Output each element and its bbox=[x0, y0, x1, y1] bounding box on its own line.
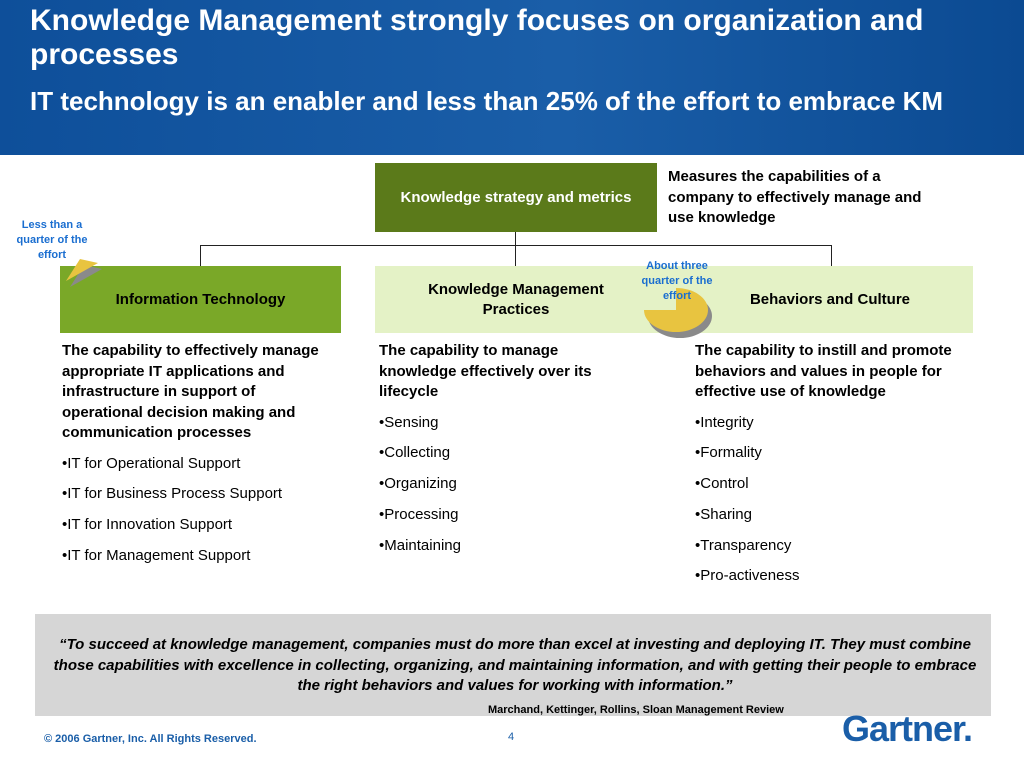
quote-source: Marchand, Kettinger, Rollins, Sloan Management Review bbox=[488, 704, 784, 716]
list-item: •IT for Business Process Support bbox=[62, 485, 283, 503]
less-than-quarter-label: Less than a quarter of the effort bbox=[16, 219, 88, 261]
list-item: •Control bbox=[695, 475, 749, 493]
km-practices-box: Knowledge Management Practices bbox=[375, 266, 657, 333]
list-item: •Transparency bbox=[695, 536, 792, 554]
connector-right bbox=[831, 245, 832, 266]
slide-title: Knowledge Management strongly focuses on organization and processes bbox=[30, 4, 924, 71]
it-column bbox=[62, 341, 322, 577]
quote-text: “To succeed at knowledge management, companies must do more than excel at investing and deploying IT. They must combine those capabilities with excellence in collecting, organizing, and maintaining information, and with getting their people to embrace the right behaviors and values for working with information.” bbox=[53, 636, 977, 694]
list-item: •Integrity bbox=[695, 413, 754, 431]
connector-horizontal bbox=[200, 245, 832, 246]
gartner-logo: Gartner. bbox=[842, 708, 973, 749]
connector-vertical-top bbox=[515, 232, 516, 266]
list-item: •Organizing bbox=[379, 475, 457, 493]
list-item: •Formality bbox=[695, 444, 762, 462]
bc-description: The capability to instill and promote behaviors and values in people for effective use of knowledge bbox=[695, 342, 952, 400]
information-technology-box: Information Technology bbox=[60, 266, 341, 333]
title-banner bbox=[0, 0, 1024, 155]
copyright: © 2006 Gartner, Inc. All Rights Reserved. bbox=[44, 733, 257, 745]
list-item: •Maintaining bbox=[379, 536, 461, 554]
connector-left bbox=[200, 245, 201, 266]
behaviors-culture-box: Behaviors and Culture bbox=[657, 266, 973, 333]
measures-note: Measures the capabilities of a company to effectively manage and use knowledge bbox=[668, 168, 922, 226]
list-item: •IT for Operational Support bbox=[62, 454, 241, 472]
list-item: •Sensing bbox=[379, 413, 439, 431]
list-item: •Processing bbox=[379, 505, 459, 523]
km-description: The capability to manage knowledge effectively over its lifecycle bbox=[379, 342, 592, 400]
bc-column bbox=[695, 341, 970, 597]
list-item: •IT for Management Support bbox=[62, 546, 251, 564]
it-description: The capability to effectively manage appropriate IT applications and infrastructure in support of operational decision making and communication processes bbox=[62, 342, 319, 441]
list-item: •Pro-activeness bbox=[695, 567, 800, 585]
slide-subtitle: IT technology is an enabler and less than 25% of the effort to embrace KM bbox=[30, 86, 944, 116]
three-quarter-label: About three quarter of the effort bbox=[641, 260, 713, 302]
list-item: •Collecting bbox=[379, 444, 451, 462]
list-item: •Sharing bbox=[695, 505, 752, 523]
list-item: •IT for Innovation Support bbox=[62, 516, 233, 534]
km-column bbox=[379, 341, 639, 566]
page-number: 4 bbox=[508, 731, 515, 743]
strategy-metrics-box: Knowledge strategy and metrics bbox=[375, 163, 657, 232]
